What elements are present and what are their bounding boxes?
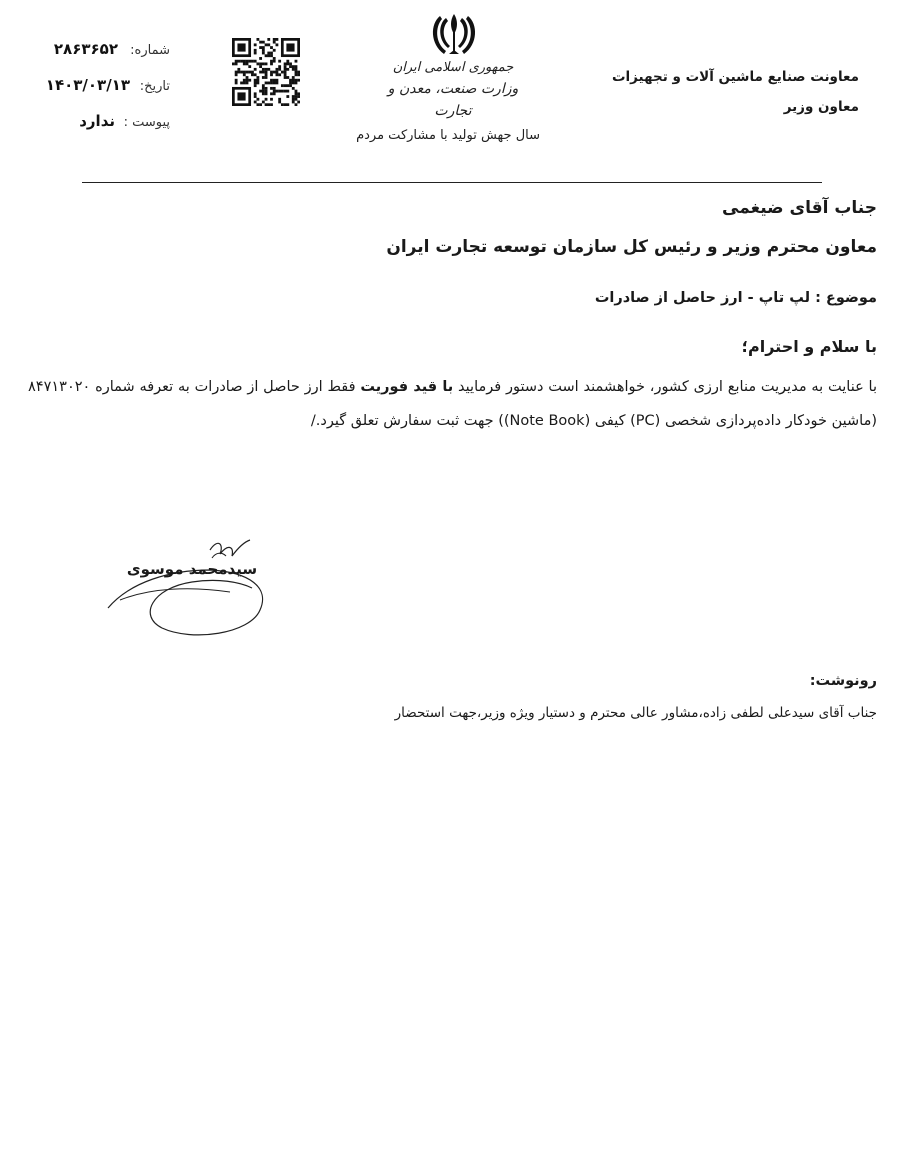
cc-recipient: جناب آقای سیدعلی لطفی زاده،مشاور عالی محترم و دستیار ویژه وزیر،جهت استحضار [394, 705, 877, 721]
letter-subject: موضوع : لپ تاپ - ارز حاصل از صادرات [594, 290, 877, 306]
letter-number-value: ۲۸۶۳۶۵۲ [53, 40, 118, 58]
handwritten-signature-icon [100, 530, 290, 645]
ministry-line-2: وزارت صنعت، معدن و تجارت [387, 81, 519, 119]
letter-number-label: شماره: [130, 43, 170, 58]
year-slogan: سال جهش تولید با مشارکت مردم [356, 128, 540, 143]
letter-date-value: ۱۴۰۳/۰۳/۱۳ [45, 76, 130, 94]
letter-body-part-1: با عنایت به مدیریت منابع ارزی کشور، خواهشمند است دستور فرمایید [453, 379, 877, 395]
issuer-title: معاون وزیر [783, 99, 859, 115]
signatory-name: سیدمحمد موسوی [126, 560, 258, 578]
letter-body [28, 370, 877, 438]
cc-label: رونوشت: [809, 673, 877, 689]
letter-attachment-value: ندارد [79, 112, 115, 130]
letter-date-label: تاریخ: [139, 79, 170, 94]
ministry-line-1: جمهوری اسلامی ایران [392, 60, 514, 75]
letter-body-part-2: فقط ارز حاصل از صادرات به تعرفه شماره ۸۴۷۱۳۰۲۰ (ماشین خودکار داده‌پردازی شخصی (PC) کیفی (Note Book)) جهت ثبت سفارش تعلق گیرد./ [28, 379, 877, 429]
iran-emblem-icon [428, 10, 480, 58]
addressee-name: جناب آقای ضیغمی [722, 198, 877, 218]
header-divider [82, 182, 822, 183]
letter-number [10, 40, 170, 64]
letter-attachment-label: پیوست : [123, 115, 170, 130]
ministry-name [378, 58, 528, 119]
letter-attachment [10, 112, 170, 136]
issuer-header [599, 62, 859, 122]
letter-date [10, 76, 170, 100]
qr-code-icon [232, 38, 300, 106]
letter-greeting: با سلام و احترام؛ [741, 337, 877, 356]
addressee-title: معاون محترم وزیر و رئیس کل سازمان توسعه تجارت ایران [386, 237, 877, 257]
issuer-department: معاونت صنایع ماشین آلات و تجهیزات [611, 69, 859, 85]
letter-body-emphasis: با قید فوریت [360, 379, 454, 395]
